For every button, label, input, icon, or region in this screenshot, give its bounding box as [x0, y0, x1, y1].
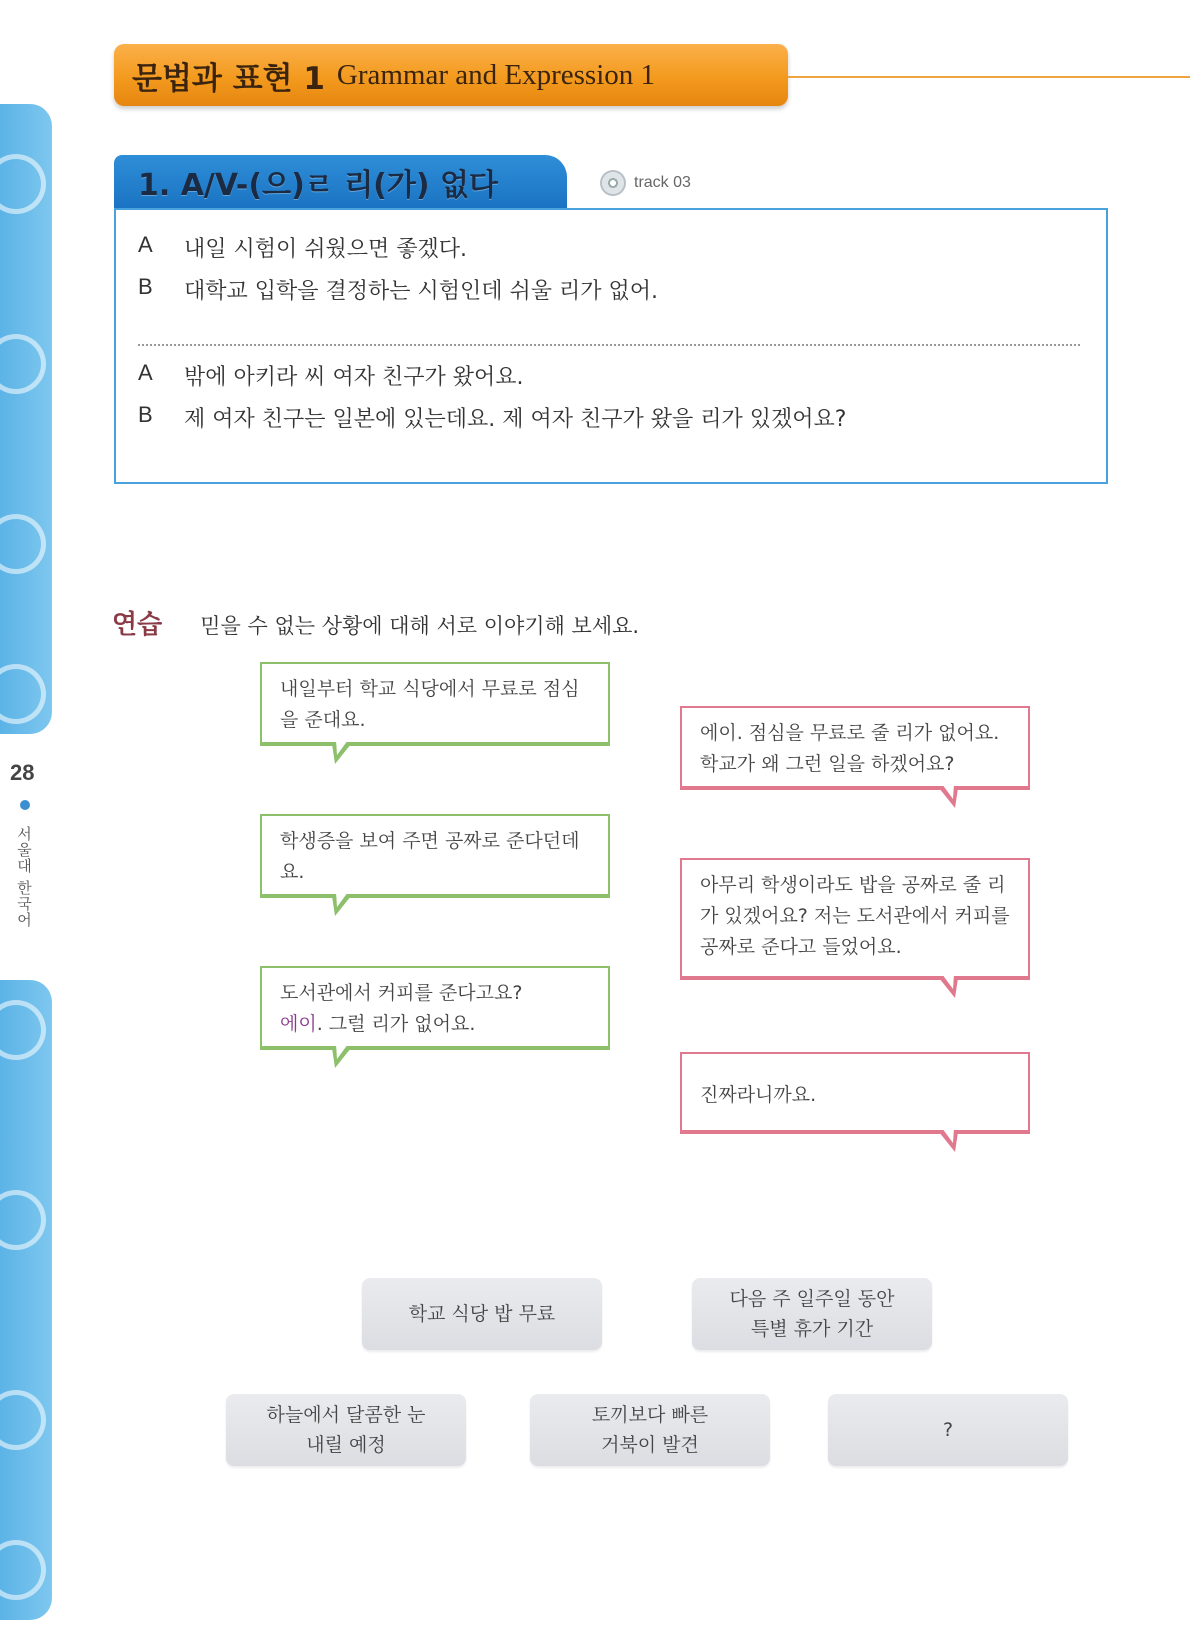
bubble-line: 학생증을 보여 주면 공짜로 준다던데: [280, 830, 580, 852]
example-line: [138, 232, 467, 263]
bubble-line: 가 있겠어요? 저는 도서관에서 커피를: [700, 905, 1010, 927]
bubble-line: [280, 1009, 590, 1040]
example-line: [138, 360, 524, 391]
highlighted-word: 에이: [280, 1013, 317, 1035]
speech-bubble-left: [260, 814, 610, 898]
topic-text: ?: [942, 1419, 954, 1441]
speech-bubble-left: [260, 662, 610, 746]
header-rule: [788, 76, 1190, 78]
grammar-title-tab: [114, 155, 567, 209]
topic-text: 하늘에서 달콤한 눈: [266, 1404, 426, 1426]
cd-icon[interactable]: [600, 170, 626, 196]
topic-text: 내릴 예정: [306, 1434, 386, 1456]
speech-bubble-right: [680, 1052, 1030, 1134]
bubble-tail: [939, 1132, 958, 1152]
bubble-line: 진짜라니까요.: [700, 1084, 817, 1106]
bubble-tail: [332, 896, 351, 916]
bullet-dot: [20, 800, 30, 810]
cloud-swirl-icon: [0, 514, 46, 574]
bubble-tail: [939, 978, 958, 998]
speaker-label: B: [138, 402, 153, 427]
topic-card: [692, 1278, 932, 1350]
bubble-line: 내일부터 학교 식당에서 무료로 점심: [280, 678, 580, 700]
bubble-tail: [332, 744, 351, 764]
example-text: 밖에 아키라 씨 여자 친구가 왔어요.: [184, 365, 524, 390]
topic-text: 다음 주 일주일 동안: [729, 1288, 895, 1310]
bubble-tail: [939, 788, 958, 808]
topic-card: [530, 1394, 770, 1466]
speech-bubble-right: [680, 706, 1030, 790]
bubble-line: 도서관에서 커피를 준다고요?: [280, 982, 523, 1004]
cloud-swirl-icon: [0, 1190, 46, 1250]
side-decoration-top: [0, 104, 52, 734]
bubble-tail: [332, 1048, 351, 1068]
cloud-swirl-icon: [0, 334, 46, 394]
topic-text: 토끼보다 빠른: [591, 1404, 709, 1426]
section-header: [114, 44, 788, 106]
practice-instruction: 믿을 수 없는 상황에 대해 서로 이야기해 보세요.: [200, 614, 640, 638]
cloud-swirl-icon: [0, 1000, 46, 1060]
speaker-label: A: [138, 360, 153, 385]
example-line: [138, 274, 658, 305]
example-text: 내일 시험이 쉬웠으면 좋겠다.: [184, 237, 467, 262]
grammar-title: 1. A/V-(으)ㄹ 리(가) 없다: [138, 168, 498, 203]
speaker-label: B: [138, 274, 153, 299]
bubble-line: 요.: [280, 861, 305, 883]
bubble-line: 아무리 학생이라도 밥을 공짜로 줄 리: [700, 874, 1006, 896]
section-title-english: Grammar and Expression 1: [336, 58, 655, 91]
topic-card-open: [828, 1394, 1068, 1466]
example-box: [114, 208, 1108, 484]
audio-track[interactable]: [600, 170, 691, 196]
topic-text: 특별 휴가 기간: [750, 1318, 874, 1340]
page-number: 28: [10, 760, 35, 785]
bubble-text: . 그럴 리가 없어요.: [316, 1013, 476, 1035]
book-title: 서울대 한국어: [15, 826, 33, 928]
topic-text: 학교 식당 밥 무료: [408, 1303, 556, 1325]
topic-text: 거북이 발견: [601, 1434, 699, 1456]
topic-card: [226, 1394, 466, 1466]
bubble-line: 을 준대요.: [280, 709, 366, 731]
speech-bubble-right: [680, 858, 1030, 980]
example-text: 제 여자 친구는 일본에 있는데요. 제 여자 친구가 왔을 리가 있겠어요?: [184, 407, 847, 432]
cloud-swirl-icon: [0, 1390, 46, 1450]
track-label: track 03: [634, 174, 691, 191]
section-title-korean: 문법과 표현 1: [132, 60, 325, 97]
cloud-swirl-icon: [0, 1540, 46, 1600]
dotted-divider: [138, 344, 1080, 346]
topic-card: [362, 1278, 602, 1350]
cloud-swirl-icon: [0, 664, 46, 724]
speech-bubble-left: [260, 966, 610, 1050]
practice-heading: [112, 604, 639, 641]
speaker-label: A: [138, 232, 153, 257]
bubble-line: 에이. 점심을 무료로 줄 리가 없어요.: [700, 722, 1000, 744]
bubble-line: 학교가 왜 그런 일을 하겠어요?: [700, 753, 955, 775]
example-line: [138, 402, 846, 433]
cloud-swirl-icon: [0, 154, 46, 214]
example-text: 대학교 입학을 결정하는 시험인데 쉬울 리가 없어.: [184, 279, 658, 304]
bubble-line: 공짜로 준다고 들었어요.: [700, 936, 902, 958]
practice-label: 연습: [112, 610, 163, 640]
side-decoration-bottom: [0, 980, 52, 1620]
